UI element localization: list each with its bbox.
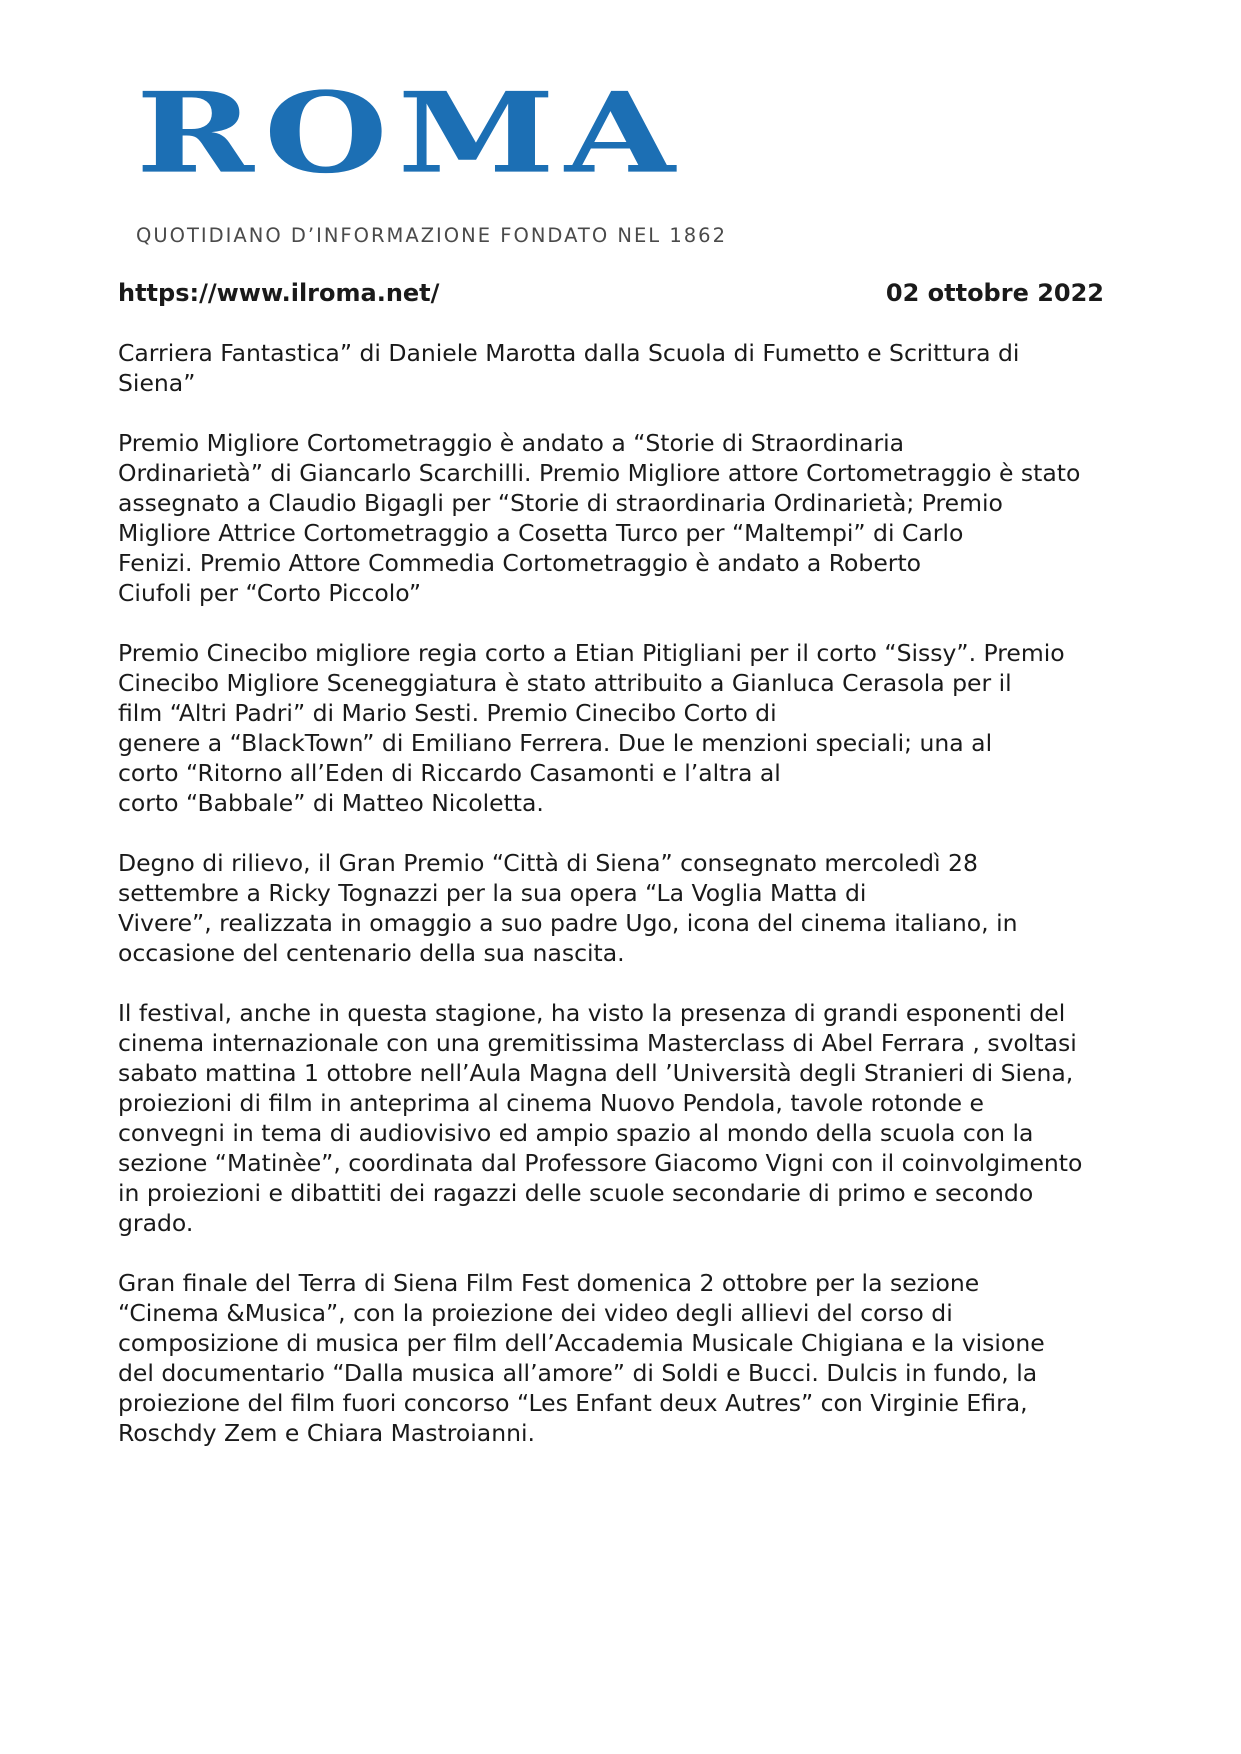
paragraph-line: proiezione del film fuori concorso “Les Enfant deux Autres” con Virginie Efira,	[118, 1389, 1028, 1417]
source-url: https://www.ilroma.net/	[118, 279, 440, 307]
paragraph-line: grado.	[118, 1209, 194, 1237]
article-paragraph	[118, 998, 1148, 1238]
paragraph-line: Vivere”, realizzata in omaggio a suo padre Ugo, icona del cinema italiano, in	[118, 909, 1018, 937]
paragraph-line: Gran finale del Terra di Siena Film Fest domenica 2 ottobre per la sezione	[118, 1269, 980, 1297]
paragraph-line: Cinecibo Migliore Sceneggiatura è stato attribuito a Gianluca Cerasola per il	[118, 669, 1012, 697]
source-header	[118, 279, 1104, 311]
paragraph-line: Ciufoli per “Corto Piccolo”	[118, 579, 422, 607]
paragraph-line: Roschdy Zem e Chiara Mastroianni.	[118, 1419, 535, 1447]
paragraph-line: composizione di musica per film dell’Accademia Musicale Chigiana e la visione	[118, 1329, 1045, 1357]
paragraph-line: sezione “Matinèe”, coordinata dal Professore Giacomo Vigni con il coinvolgimento	[118, 1149, 1083, 1177]
newspaper-logo-title: ROMA	[136, 68, 686, 199]
paragraph-line: Premio Cinecibo migliore regia corto a Etian Pitigliani per il corto “Sissy”. Premio	[118, 639, 1065, 667]
paragraph-line: assegnato a Claudio Bigagli per “Storie di straordinaria Ordinarietà; Premio	[118, 489, 1003, 517]
paragraph-line: Degno di rilievo, il Gran Premio “Città di Siena” consegnato mercoledì 28	[118, 849, 978, 877]
paragraph-line: convegni in tema di audiovisivo ed ampio spazio al mondo della scuola con la	[118, 1119, 1034, 1147]
paragraph-line: settembre a Ricky Tognazzi per la sua opera “La Voglia Matta di	[118, 879, 867, 907]
paragraph-line: Fenizi. Premio Attore Commedia Cortometraggio è andato a Roberto	[118, 549, 922, 577]
paragraph-line: Premio Migliore Cortometraggio è andato a “Storie di Straordinaria	[118, 429, 905, 457]
publication-date: 02 ottobre 2022	[885, 279, 1104, 307]
paragraph-line: “Cinema &Musica”, con la proiezione dei video degli allievi del corso di	[118, 1299, 953, 1327]
paragraph-line: corto “Babbale” di Matteo Nicoletta.	[118, 789, 544, 817]
paragraph-line: proiezioni di film in anteprima al cinema Nuovo Pendola, tavole rotonde e	[118, 1089, 984, 1117]
paragraph-line: genere a “BlackTown” di Emiliano Ferrera. Due le menzioni speciali; una al	[118, 729, 993, 757]
paragraph-line: sabato mattina 1 ottobre nell’Aula Magna dell ’Università degli Stranieri di Siena,	[118, 1059, 1074, 1087]
article-paragraph	[118, 338, 1148, 398]
paragraph-line: Siena”	[118, 369, 196, 397]
article-paragraph	[118, 848, 1148, 968]
newspaper-masthead	[136, 68, 776, 247]
article-body	[118, 338, 1148, 1478]
paragraph-line: occasione del centenario della sua nascita.	[118, 939, 625, 967]
paragraph-line: Ordinarietà” di Giancarlo Scarchilli. Premio Migliore attore Cortometraggio è stato	[118, 459, 1081, 487]
paragraph-line: Carriera Fantastica” di Daniele Marotta dalla Scuola di Fumetto e Scrittura di	[118, 339, 1020, 367]
paragraph-line: film “Altri Padri” di Mario Sesti. Premio Cinecibo Corto di	[118, 699, 777, 727]
paragraph-line: in proiezioni e dibattiti dei ragazzi delle scuole secondarie di primo e secondo	[118, 1179, 1034, 1207]
paragraph-line: Il festival, anche in questa stagione, ha visto la presenza di grandi esponenti del	[118, 999, 1066, 1027]
article-paragraph	[118, 1268, 1148, 1448]
article-paragraph	[118, 638, 1148, 818]
paragraph-line: corto “Ritorno all’Eden di Riccardo Casamonti e l’altra al	[118, 759, 781, 787]
paragraph-line: cinema internazionale con una gremitissima Masterclass di Abel Ferrara , svoltasi	[118, 1029, 1077, 1057]
newspaper-logo-subtitle: QUOTIDIANO D’INFORMAZIONE FONDATO NEL 1862	[136, 224, 727, 247]
article-paragraph	[118, 428, 1148, 608]
paragraph-line: Migliore Attrice Cortometraggio a Cosetta Turco per “Maltempi” di Carlo	[118, 519, 964, 547]
paragraph-line: del documentario “Dalla musica all’amore” di Soldi e Bucci. Dulcis in fundo, la	[118, 1359, 1038, 1387]
